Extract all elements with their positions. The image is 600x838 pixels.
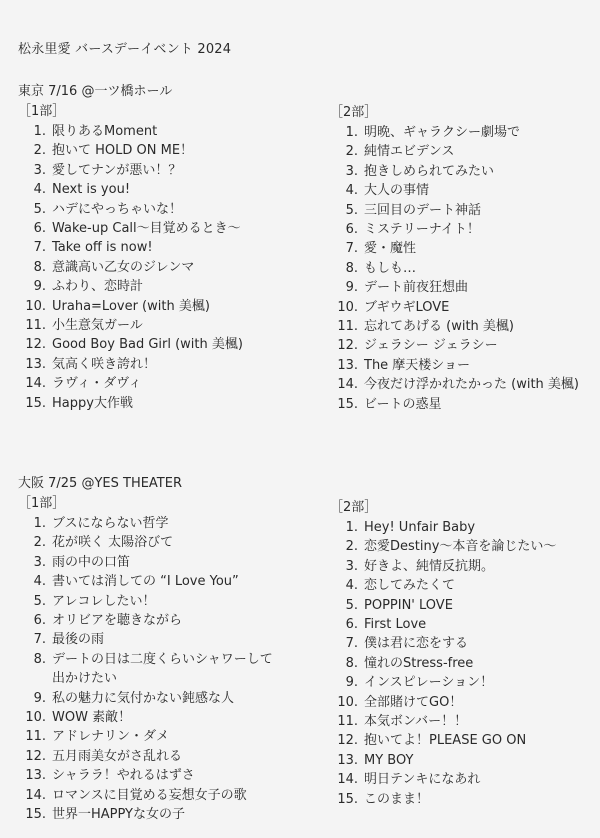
track-number: 6.	[33, 613, 46, 629]
track-number: 5.	[33, 593, 46, 609]
song-title: 明日テンキになあれ	[364, 772, 481, 788]
track-number: 6.	[33, 221, 46, 237]
setlist-item	[18, 180, 308, 199]
setlist-item	[18, 297, 308, 316]
song-title: ロマンスに目覚める妄想女子の歌	[52, 787, 247, 803]
setlist-item	[330, 162, 598, 181]
song-title: デートの日は二度くらいシャワーして出かけたい	[52, 651, 273, 687]
setlist	[330, 518, 598, 809]
song-title: 雨の中の口笛	[52, 554, 131, 570]
setlist-item	[18, 611, 308, 630]
track-number: 15.	[25, 807, 46, 823]
song-title: 私の魅力に気付かない鈍感な人	[52, 690, 235, 706]
track-number: 10.	[337, 694, 358, 710]
song-title: Take off is now!	[52, 240, 153, 256]
setlist-item	[330, 142, 598, 161]
tokyo-part-1	[18, 100, 308, 413]
setlist-item	[18, 514, 308, 533]
track-number: 7.	[33, 632, 46, 648]
setlist-item	[330, 712, 598, 731]
track-number: 9.	[33, 279, 46, 295]
track-number: 10.	[25, 710, 46, 726]
setlist-item	[18, 316, 308, 335]
setlist-item	[330, 790, 598, 809]
setlist-item	[18, 219, 308, 238]
track-number: 15.	[337, 396, 358, 412]
song-title: 小生意気ガール	[52, 318, 143, 334]
song-title: 今夜だけ浮かれたかった (with 美楓)	[364, 377, 579, 393]
track-number: 1.	[33, 124, 46, 139]
track-number: 6.	[345, 222, 358, 238]
song-title: 意識高い乙女のジレンマ	[52, 259, 195, 275]
track-number: 14.	[337, 772, 358, 788]
setlist	[18, 122, 308, 413]
song-title: 好きよ、純情反抗期。	[364, 558, 495, 574]
setlist-item	[18, 258, 308, 277]
setlist-item	[330, 518, 598, 537]
track-number: 5.	[345, 202, 358, 218]
setlist-item	[18, 374, 308, 393]
setlist-item	[330, 654, 598, 673]
song-title: 恋愛Destiny～本音を論じたい～	[364, 539, 557, 555]
setlist-item	[330, 537, 598, 556]
track-number: 11.	[337, 319, 358, 335]
song-title: First Love	[364, 617, 427, 633]
track-number: 9.	[345, 675, 358, 691]
setlist-item	[330, 673, 598, 692]
setlist-item	[18, 553, 308, 572]
song-title: アレコレしたい！	[52, 593, 156, 609]
track-number: 8.	[33, 651, 46, 667]
setlist-item	[330, 751, 598, 770]
song-title: 花が咲く 太陽浴びて	[52, 535, 174, 551]
track-number: 15.	[337, 791, 358, 807]
song-title: もしも…	[364, 260, 417, 276]
setlist-item	[18, 727, 308, 746]
song-title: 恋してみたくて	[364, 578, 456, 594]
song-title: POPPIN' LOVE	[364, 597, 453, 613]
setlist-item	[330, 259, 598, 278]
track-number: 7.	[345, 636, 358, 652]
track-number: 13.	[25, 356, 46, 372]
setlist-item	[18, 747, 308, 766]
track-number: 4.	[33, 574, 46, 590]
track-number: 13.	[337, 357, 358, 373]
song-title: 愛・魔性	[364, 241, 417, 257]
track-number: 11.	[25, 729, 46, 745]
setlist-item	[18, 708, 308, 727]
setlist-item	[330, 770, 598, 789]
tokyo-part-2	[330, 101, 598, 414]
setlist-item	[18, 200, 308, 219]
track-number: 1.	[345, 520, 358, 535]
setlist-item	[330, 298, 598, 317]
setlist-item	[330, 596, 598, 615]
setlist-item	[18, 335, 308, 354]
setlist-item	[18, 805, 308, 824]
track-number: 5.	[33, 201, 46, 217]
song-title: 世界一HAPPYな女の子	[52, 807, 186, 823]
song-title: ビートの惑星	[364, 396, 442, 412]
setlist-item	[18, 786, 308, 805]
setlist-item	[18, 689, 308, 708]
song-title: デート前夜狂想曲	[364, 280, 469, 296]
song-title: Hey! Unfair Baby	[364, 520, 476, 535]
track-number: 11.	[337, 714, 358, 730]
setlist-item	[330, 375, 598, 394]
song-title: Happy大作戦	[52, 395, 133, 411]
track-number: 1.	[345, 125, 358, 140]
song-title: 限りあるMoment	[52, 124, 158, 139]
track-number: 4.	[33, 182, 46, 198]
track-number: 1.	[33, 516, 46, 531]
song-title: WOW 素敵！	[52, 710, 132, 726]
setlist-item	[330, 201, 598, 220]
setlist-item	[330, 278, 598, 297]
setlist-item	[18, 630, 308, 649]
track-number: 13.	[337, 752, 358, 768]
setlist-item	[18, 394, 308, 413]
song-title: 抱いて HOLD ON ME！	[52, 143, 194, 159]
setlist-item	[330, 615, 598, 634]
song-title: 本気ボンバー！！	[364, 714, 468, 730]
track-number: 6.	[345, 617, 358, 633]
song-title: The 摩天楼ショー	[364, 357, 471, 373]
song-title: Good Boy Bad Girl (with 美楓)	[52, 337, 243, 353]
song-title: ハデにやっちゃいな！	[52, 201, 183, 217]
song-title: Wake-up Call～目覚めるとき～	[52, 221, 241, 237]
song-title: 愛してナンが悪い！？	[52, 162, 182, 178]
track-number: 12.	[25, 748, 46, 764]
setlist-item	[18, 122, 308, 141]
song-title: 書いては消しての “I Love You”	[52, 574, 239, 590]
venue-heading-tokyo: 東京 7/16 @一ツ橋ホール	[18, 84, 173, 99]
setlist-item	[18, 277, 308, 296]
setlist-item	[18, 766, 308, 785]
track-number: 10.	[25, 298, 46, 314]
song-title: オリビアを聴きながら	[52, 613, 183, 629]
setlist	[330, 123, 598, 414]
track-number: 4.	[345, 578, 358, 594]
setlist-item	[330, 731, 598, 750]
part-label: ［1部］	[18, 104, 66, 119]
setlist-item	[18, 592, 308, 611]
track-number: 7.	[345, 241, 358, 257]
track-number: 3.	[33, 554, 46, 570]
track-number: 2.	[345, 144, 358, 160]
song-title: 大人の事情	[364, 183, 430, 199]
page-title: 松永里愛 バースデーイベント 2024	[18, 42, 232, 57]
track-number: 3.	[345, 558, 358, 574]
setlist-item	[18, 141, 308, 160]
track-number: 2.	[345, 539, 358, 555]
setlist-item	[330, 239, 598, 258]
setlist-item	[18, 238, 308, 257]
track-number: 8.	[33, 259, 46, 275]
song-title: Uraha=Lover (with 美楓)	[52, 298, 210, 314]
song-title: 全部賭けてGO！	[364, 694, 463, 710]
setlist-item	[330, 634, 598, 653]
track-number: 14.	[337, 377, 358, 393]
setlist-item	[18, 355, 308, 374]
track-number: 15.	[25, 395, 46, 411]
song-title: ラヴィ・ダヴィ	[52, 376, 142, 392]
setlist-item	[330, 317, 598, 336]
track-number: 7.	[33, 240, 46, 256]
song-title: 気高く咲き誇れ！	[52, 356, 157, 372]
track-number: 14.	[25, 787, 46, 803]
song-title: 純情エビデンス	[364, 144, 455, 160]
track-number: 2.	[33, 535, 46, 551]
setlist-item	[330, 557, 598, 576]
part-label: ［1部］	[18, 496, 66, 511]
setlist-item	[330, 181, 598, 200]
track-number: 3.	[33, 162, 46, 178]
song-title: ブギウギLOVE	[364, 299, 450, 315]
setlist-item	[330, 693, 598, 712]
song-title: ふわり、恋時計	[52, 279, 144, 295]
song-title: 忘れてあげる (with 美楓)	[364, 319, 514, 335]
setlist-item	[18, 572, 308, 591]
song-title: 五月雨美女がさ乱れる	[52, 748, 183, 764]
song-title: 憧れのStress-free	[364, 655, 474, 671]
setlist-item	[18, 161, 308, 180]
setlist-item	[18, 533, 308, 552]
setlist-item	[330, 356, 598, 375]
song-title: アドレナリン・ダメ	[52, 729, 170, 745]
song-title: シャララ！やれるはずさ	[52, 768, 195, 784]
song-title: インスピレーション！	[364, 675, 494, 691]
setlist-item	[330, 123, 598, 142]
setlist-item	[330, 576, 598, 595]
track-number: 13.	[25, 768, 46, 784]
track-number: 8.	[345, 655, 358, 671]
track-number: 10.	[337, 299, 358, 315]
song-title: ジェラシー ジェラシー	[364, 338, 498, 354]
song-title: ミステリーナイト！	[364, 222, 480, 238]
venue-heading-osaka: 大阪 7/25 @YES THEATER	[18, 476, 182, 491]
song-title: Next is you!	[52, 182, 131, 198]
track-number: 9.	[33, 690, 46, 706]
track-number: 14.	[25, 376, 46, 392]
song-title: 僕は君に恋をする	[364, 636, 469, 652]
track-number: 12.	[337, 338, 358, 354]
part-label: ［2部］	[330, 105, 378, 120]
osaka-part-2	[330, 496, 598, 809]
setlist-item	[330, 336, 598, 355]
setlist-item	[18, 650, 308, 689]
song-title: 抱きしめられてみたい	[364, 163, 495, 179]
track-number: 9.	[345, 280, 358, 296]
track-number: 3.	[345, 163, 358, 179]
song-title: 明晩、ギャラクシー劇場で	[364, 125, 521, 140]
song-title: ブスにならない哲学	[52, 516, 169, 531]
song-title: MY BOY	[364, 752, 414, 768]
song-title: 抱いてよ！PLEASE GO ON	[364, 733, 527, 749]
track-number: 5.	[345, 597, 358, 613]
track-number: 11.	[25, 318, 46, 334]
track-number: 12.	[25, 337, 46, 353]
song-title: 三回目のデート神話	[364, 202, 482, 218]
setlist-item	[330, 395, 598, 414]
part-label: ［2部］	[330, 500, 378, 515]
setlist-item	[330, 220, 598, 239]
song-title: 最後の雨	[52, 632, 105, 648]
song-title: このまま！	[364, 791, 430, 807]
track-number: 4.	[345, 183, 358, 199]
track-number: 8.	[345, 260, 358, 276]
track-number: 2.	[33, 143, 46, 159]
osaka-part-1	[18, 492, 308, 825]
setlist	[18, 514, 308, 825]
track-number: 12.	[337, 733, 358, 749]
